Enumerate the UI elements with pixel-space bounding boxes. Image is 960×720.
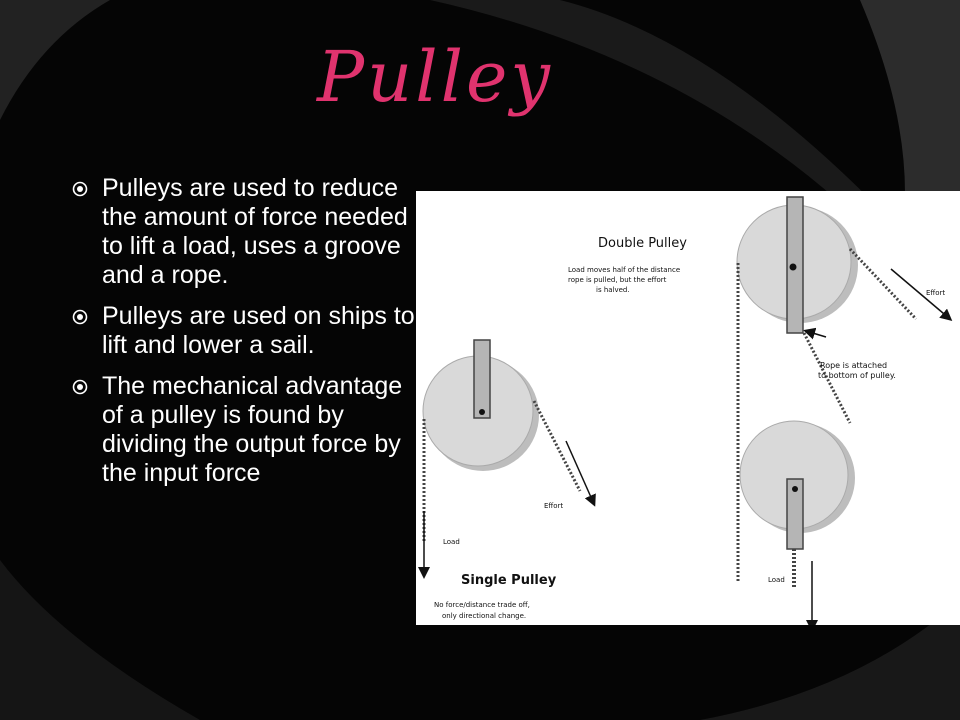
double-note-line-3: is halved. bbox=[596, 286, 630, 294]
single-effort-label: Effort bbox=[544, 502, 564, 510]
single-load-label: Load bbox=[443, 538, 460, 546]
attached-note-line-2: to bottom of pulley. bbox=[818, 371, 896, 380]
bullet-item bbox=[72, 174, 417, 290]
double-pulley-title: Double Pulley bbox=[598, 236, 687, 251]
bullet-text: The mechanical advantage of a pulley is found by dividing the output force by the input force bbox=[102, 372, 403, 487]
pulley-diagram bbox=[416, 191, 960, 625]
slide-title: Pulley bbox=[317, 36, 553, 118]
bullet-item bbox=[72, 302, 417, 360]
double-load-label: Load bbox=[768, 576, 785, 584]
single-effort-rope bbox=[534, 401, 580, 491]
double-note-line-2: rope is pulled, but the effort bbox=[568, 276, 667, 284]
single-pulley-title: Single Pulley bbox=[461, 573, 557, 588]
single-note-line-2: only directional change. bbox=[442, 612, 527, 620]
double-pulley-bottom bbox=[740, 421, 855, 625]
bullet-item bbox=[72, 372, 417, 488]
single-note-line-1: No force/distance trade off, bbox=[434, 601, 530, 609]
double-note-line-1: Load moves half of the distance bbox=[568, 266, 681, 274]
bullet-text: Pulleys are used to reduce the amount of force needed to lift a load, uses a groove and a rope. bbox=[102, 174, 408, 289]
attached-note-line-1: Rope is attached bbox=[820, 361, 888, 370]
target-bullet-icon bbox=[72, 379, 88, 395]
double-pulley-top bbox=[737, 197, 950, 583]
target-bullet-icon bbox=[72, 309, 88, 325]
bullet-text: Pulleys are used on ships to lift and lower a sail. bbox=[102, 302, 415, 359]
double-effort-label: Effort bbox=[926, 289, 946, 297]
target-bullet-icon bbox=[72, 181, 88, 197]
attachment-arrow bbox=[806, 331, 826, 337]
bullet-list bbox=[72, 174, 417, 500]
double-effort-rope bbox=[850, 249, 916, 319]
